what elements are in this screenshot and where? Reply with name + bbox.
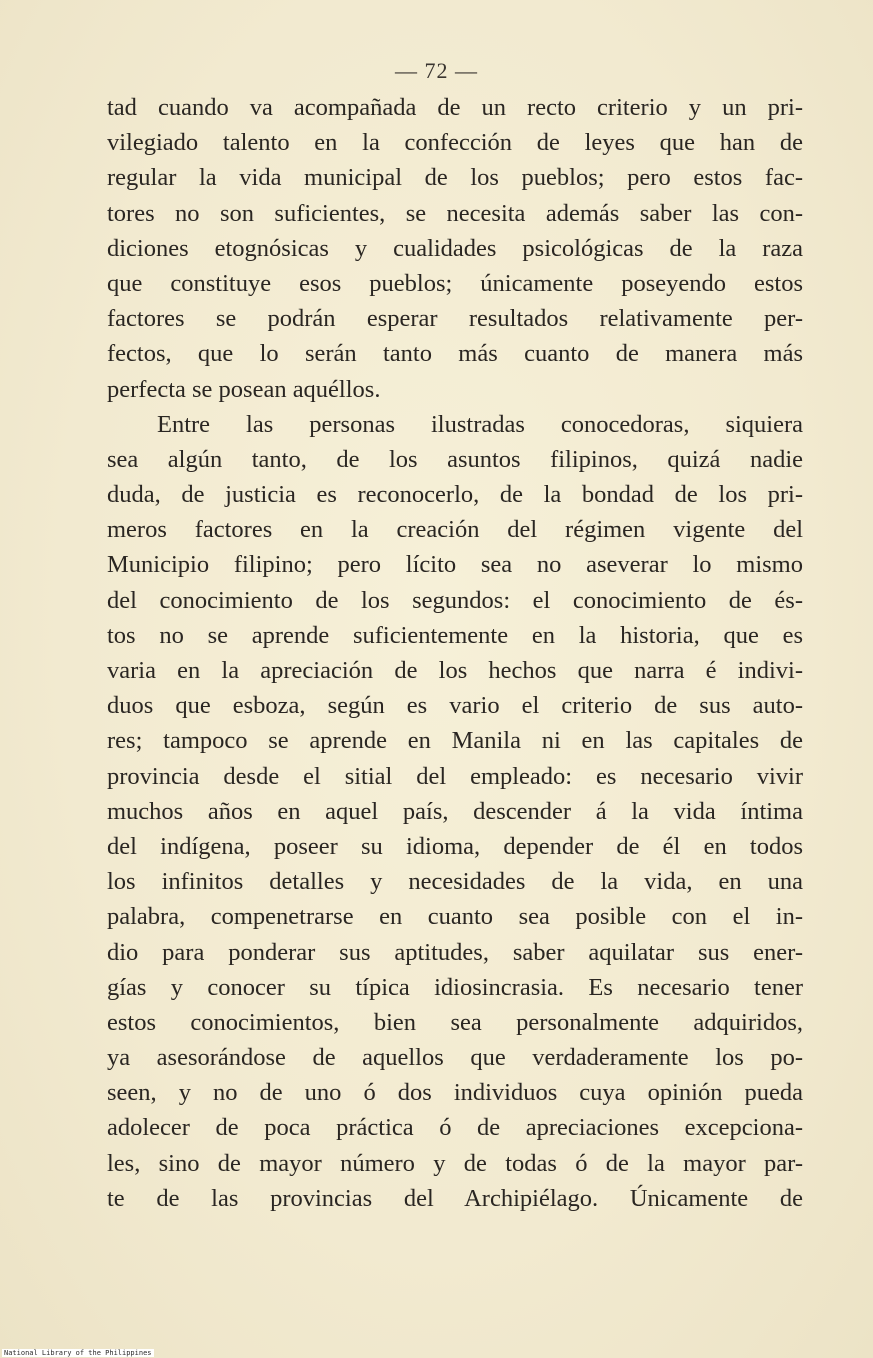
text-line: provincia desde el sitial del empleado: es necesario vivir xyxy=(107,762,803,790)
text-line: te de las provincias del Archipiélago. Únicamente de xyxy=(107,1184,803,1212)
text-line: sea algún tanto, de los asuntos filipinos, quizá nadie xyxy=(107,445,803,473)
text-line: varia en la apreciación de los hechos que narra é indivi- xyxy=(107,657,803,684)
text-line: los infinitos detalles y necesidades de la vida, en una xyxy=(107,868,803,896)
text-line: meros factores en la creación del régimen vigente del xyxy=(107,516,803,544)
body-text xyxy=(107,90,803,1216)
text-line: les, sino de mayor número y de todas ó de la mayor par- xyxy=(107,1149,803,1177)
text-line: tad cuando va acompañada de un recto criterio y un pri- xyxy=(107,94,803,121)
text-line: gías y conocer su típica idiosincrasia. Es necesario tener xyxy=(107,973,803,1001)
text-line: vilegiado talento en la confección de leyes que han de xyxy=(107,129,803,157)
text-line: factores se podrán esperar resultados relativamente per- xyxy=(107,305,803,333)
text-line: muchos años en aquel país, descender á la vida íntima xyxy=(107,797,803,825)
text-line: tos no se aprende suficientemente en la historia, que es xyxy=(107,621,803,649)
text-line: ya asesorándose de aquellos que verdaderamente los po- xyxy=(107,1044,803,1072)
text-line: estos conocimientos, bien sea personalmente adquiridos, xyxy=(107,1008,803,1036)
text-line: seen, y no de uno ó dos individuos cuya opinión pueda xyxy=(107,1079,803,1107)
text-line: que constituye esos pueblos; únicamente poseyendo estos xyxy=(107,269,803,297)
text-line: fectos, que lo serán tanto más cuanto de manera más xyxy=(107,340,803,368)
text-line: regular la vida municipal de los pueblos; pero estos fac- xyxy=(107,164,803,192)
text-line: diciones etognósicas y cualidades psicológicas de la raza xyxy=(107,234,803,262)
text-line: palabra, compenetrarse en cuanto sea posible con el in- xyxy=(107,903,803,931)
page-number: — 72 — xyxy=(395,58,478,83)
text-line: perfecta se posean aquéllos. xyxy=(107,375,381,403)
library-credit: National Library of the Philippines xyxy=(4,1349,152,1357)
text-line: duos que esboza, según es vario el criterio de sus auto- xyxy=(107,692,803,720)
text-line: del indígena, poseer su idioma, depender de él en todos xyxy=(107,832,803,860)
text-line: adolecer de poca práctica ó de apreciaciones excepciona- xyxy=(107,1114,803,1142)
text-line: duda, de justicia es reconocerlo, de la bondad de los pri- xyxy=(107,481,803,509)
text-line: res; tampoco se aprende en Manila ni en las capitales de xyxy=(107,727,803,755)
text-line: del conocimiento de los segundos: el conocimiento de és- xyxy=(107,586,803,614)
text-line: dio para ponderar sus aptitudes, saber aquilatar sus ener- xyxy=(107,938,803,966)
text-line: Entre las personas ilustradas conocedoras, siquiera xyxy=(157,410,803,438)
text-line: tores no son suficientes, se necesita además saber las con- xyxy=(107,199,803,227)
text-line: Municipio filipino; pero lícito sea no aseverar lo mismo xyxy=(107,551,803,579)
